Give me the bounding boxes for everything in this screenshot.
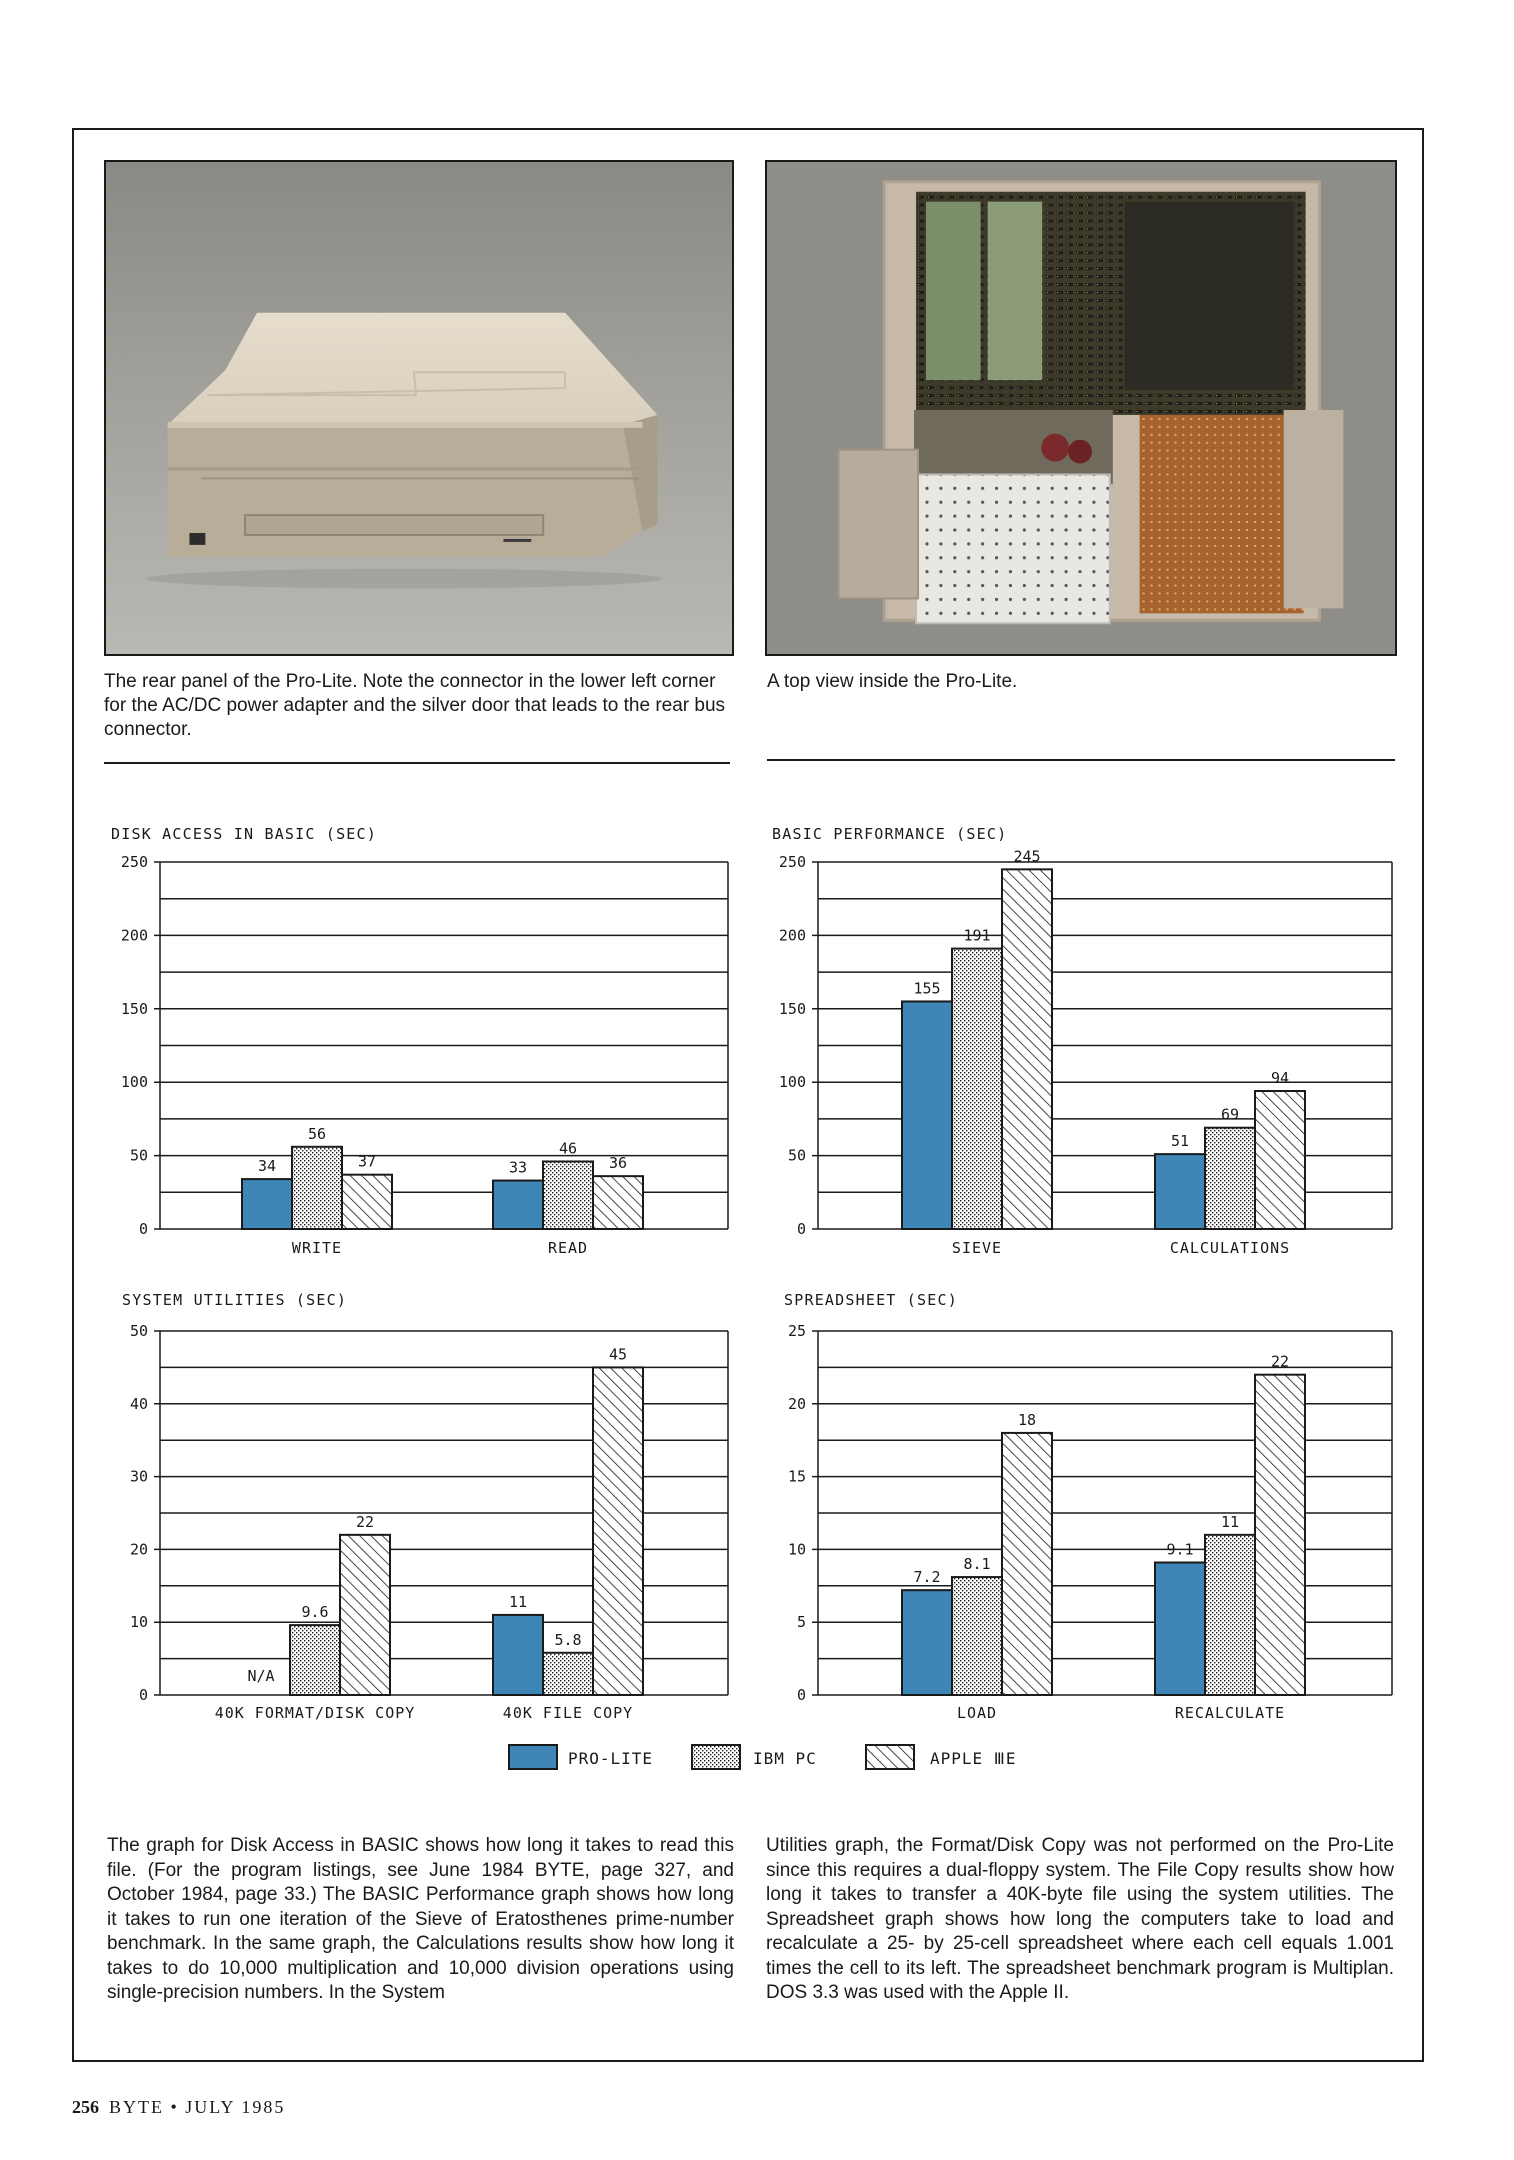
data-label: 45 <box>608 1345 628 1364</box>
y-tick-label: 25 <box>787 1322 806 1340</box>
data-label: 46 <box>558 1139 578 1158</box>
chart-title: DISK ACCESS IN BASIC (SEC) <box>111 825 377 843</box>
divider-left <box>104 762 730 764</box>
category-label: LOAD <box>956 1704 998 1722</box>
y-tick-label: 100 <box>778 1073 806 1092</box>
y-tick-label: 250 <box>120 853 148 871</box>
y-tick-label: 10 <box>787 1540 806 1559</box>
category-label: 40K FORMAT/DISK COPY <box>214 1704 416 1722</box>
y-tick-label: 5 <box>796 1613 806 1632</box>
y-tick-label: 200 <box>120 926 148 945</box>
data-label: 11 <box>508 1592 528 1611</box>
data-label: 18 <box>1017 1410 1037 1429</box>
data-label: 56 <box>307 1124 327 1143</box>
data-label: 22 <box>355 1512 375 1531</box>
y-tick-label: 150 <box>778 999 806 1018</box>
body-text-left: The graph for Disk Access in BASIC shows how long it takes to read this file. (For the program listings, see June 1984 BYTE, page 327, and October 1984, page 33.) The BASIC Performance graph shows how long it takes to run one iteration of the Sieve of Eratosthenes prime-number benchmark. In the same graph, the Calculations results show how long it takes to do 10,000 multiplication and 10,000 division operations using single-precision numbers. In the System <box>107 1835 734 2003</box>
data-label: 5.8 <box>554 1630 582 1649</box>
category-label: WRITE <box>291 1239 343 1257</box>
magazine-issue: BYTE • JULY 1985 <box>109 2097 286 2117</box>
data-label: N/A <box>247 1667 275 1685</box>
data-label: 33 <box>508 1158 528 1177</box>
chart-title: SPREADSHEET (SEC) <box>784 1291 958 1309</box>
category-label: CALCULATIONS <box>1169 1239 1291 1257</box>
body-text-right: Utilities graph, the Format/Disk Copy was not performed on the Pro-Lite since this requires a dual-floppy system. The File Copy results show how long it takes to transfer a 40K-byte file using the system utilities. The Spreadsheet graph shows how long the computers take to load and recalculate a 25- by 25-cell spreadsheet where each cell equals 1.001 times the cell to its left. The spreadsheet benchmark program is Multiplan. DOS 3.3 was used with the Apple II. <box>766 1835 1394 2003</box>
data-label: 11 <box>1220 1512 1240 1531</box>
y-tick-label: 250 <box>778 853 806 871</box>
y-tick-label: 10 <box>129 1613 148 1632</box>
y-tick-label: 50 <box>129 1146 148 1165</box>
page-number: 256 <box>72 2097 99 2117</box>
chart-title: BASIC PERFORMANCE (SEC) <box>772 825 1008 843</box>
y-tick-label: 100 <box>120 1073 148 1092</box>
legend-label: APPLE ⅢE <box>930 1749 1017 1768</box>
y-tick-label: 0 <box>796 1220 806 1238</box>
data-label: 37 <box>357 1152 377 1171</box>
y-tick-label: 200 <box>778 926 806 945</box>
data-label: 94 <box>1270 1069 1290 1088</box>
legend-label: PRO-LITE <box>568 1749 654 1768</box>
data-label: 245 <box>1013 847 1041 866</box>
y-tick-label: 50 <box>787 1146 806 1165</box>
y-tick-label: 0 <box>138 1220 148 1238</box>
data-label: 22 <box>1270 1352 1290 1371</box>
data-label: 51 <box>1170 1132 1190 1151</box>
data-label: 69 <box>1220 1105 1240 1124</box>
data-label: 191 <box>963 926 991 945</box>
divider-right <box>767 759 1395 761</box>
y-tick-label: 15 <box>787 1467 806 1486</box>
category-label: SIEVE <box>951 1239 1003 1257</box>
page-footer <box>72 2097 285 2118</box>
legend-label: IBM PC <box>753 1749 817 1768</box>
chart-title: SYSTEM UTILITIES (SEC) <box>122 1291 348 1309</box>
data-label: 8.1 <box>963 1555 991 1574</box>
data-label: 34 <box>257 1157 277 1176</box>
data-label: 9.6 <box>301 1603 329 1622</box>
pro-lite-rear-photo <box>104 160 734 656</box>
pro-lite-interior-photo <box>765 160 1397 656</box>
category-label: 40K FILE COPY <box>502 1704 634 1722</box>
y-tick-label: 150 <box>120 999 148 1018</box>
category-label: RECALCULATE <box>1174 1704 1286 1722</box>
y-tick-label: 40 <box>129 1394 148 1413</box>
photo-caption-left: The rear panel of the Pro-Lite. Note the connector in the lower left corner for the AC/DC power adapter and the silver door that leads to the rear bus connector. <box>104 671 726 740</box>
photo-caption-right: A top view inside the Pro-Lite. <box>767 671 1018 692</box>
y-tick-label: 30 <box>129 1467 148 1486</box>
data-label: 36 <box>608 1154 628 1173</box>
data-label: 9.1 <box>1166 1540 1194 1559</box>
y-tick-label: 20 <box>787 1394 806 1413</box>
data-label: 155 <box>913 979 941 998</box>
y-tick-label: 20 <box>129 1540 148 1559</box>
y-tick-label: 50 <box>129 1322 148 1340</box>
data-label: 7.2 <box>913 1568 941 1587</box>
y-tick-label: 0 <box>138 1686 148 1704</box>
y-tick-label: 0 <box>796 1686 806 1704</box>
category-label: READ <box>547 1239 589 1257</box>
